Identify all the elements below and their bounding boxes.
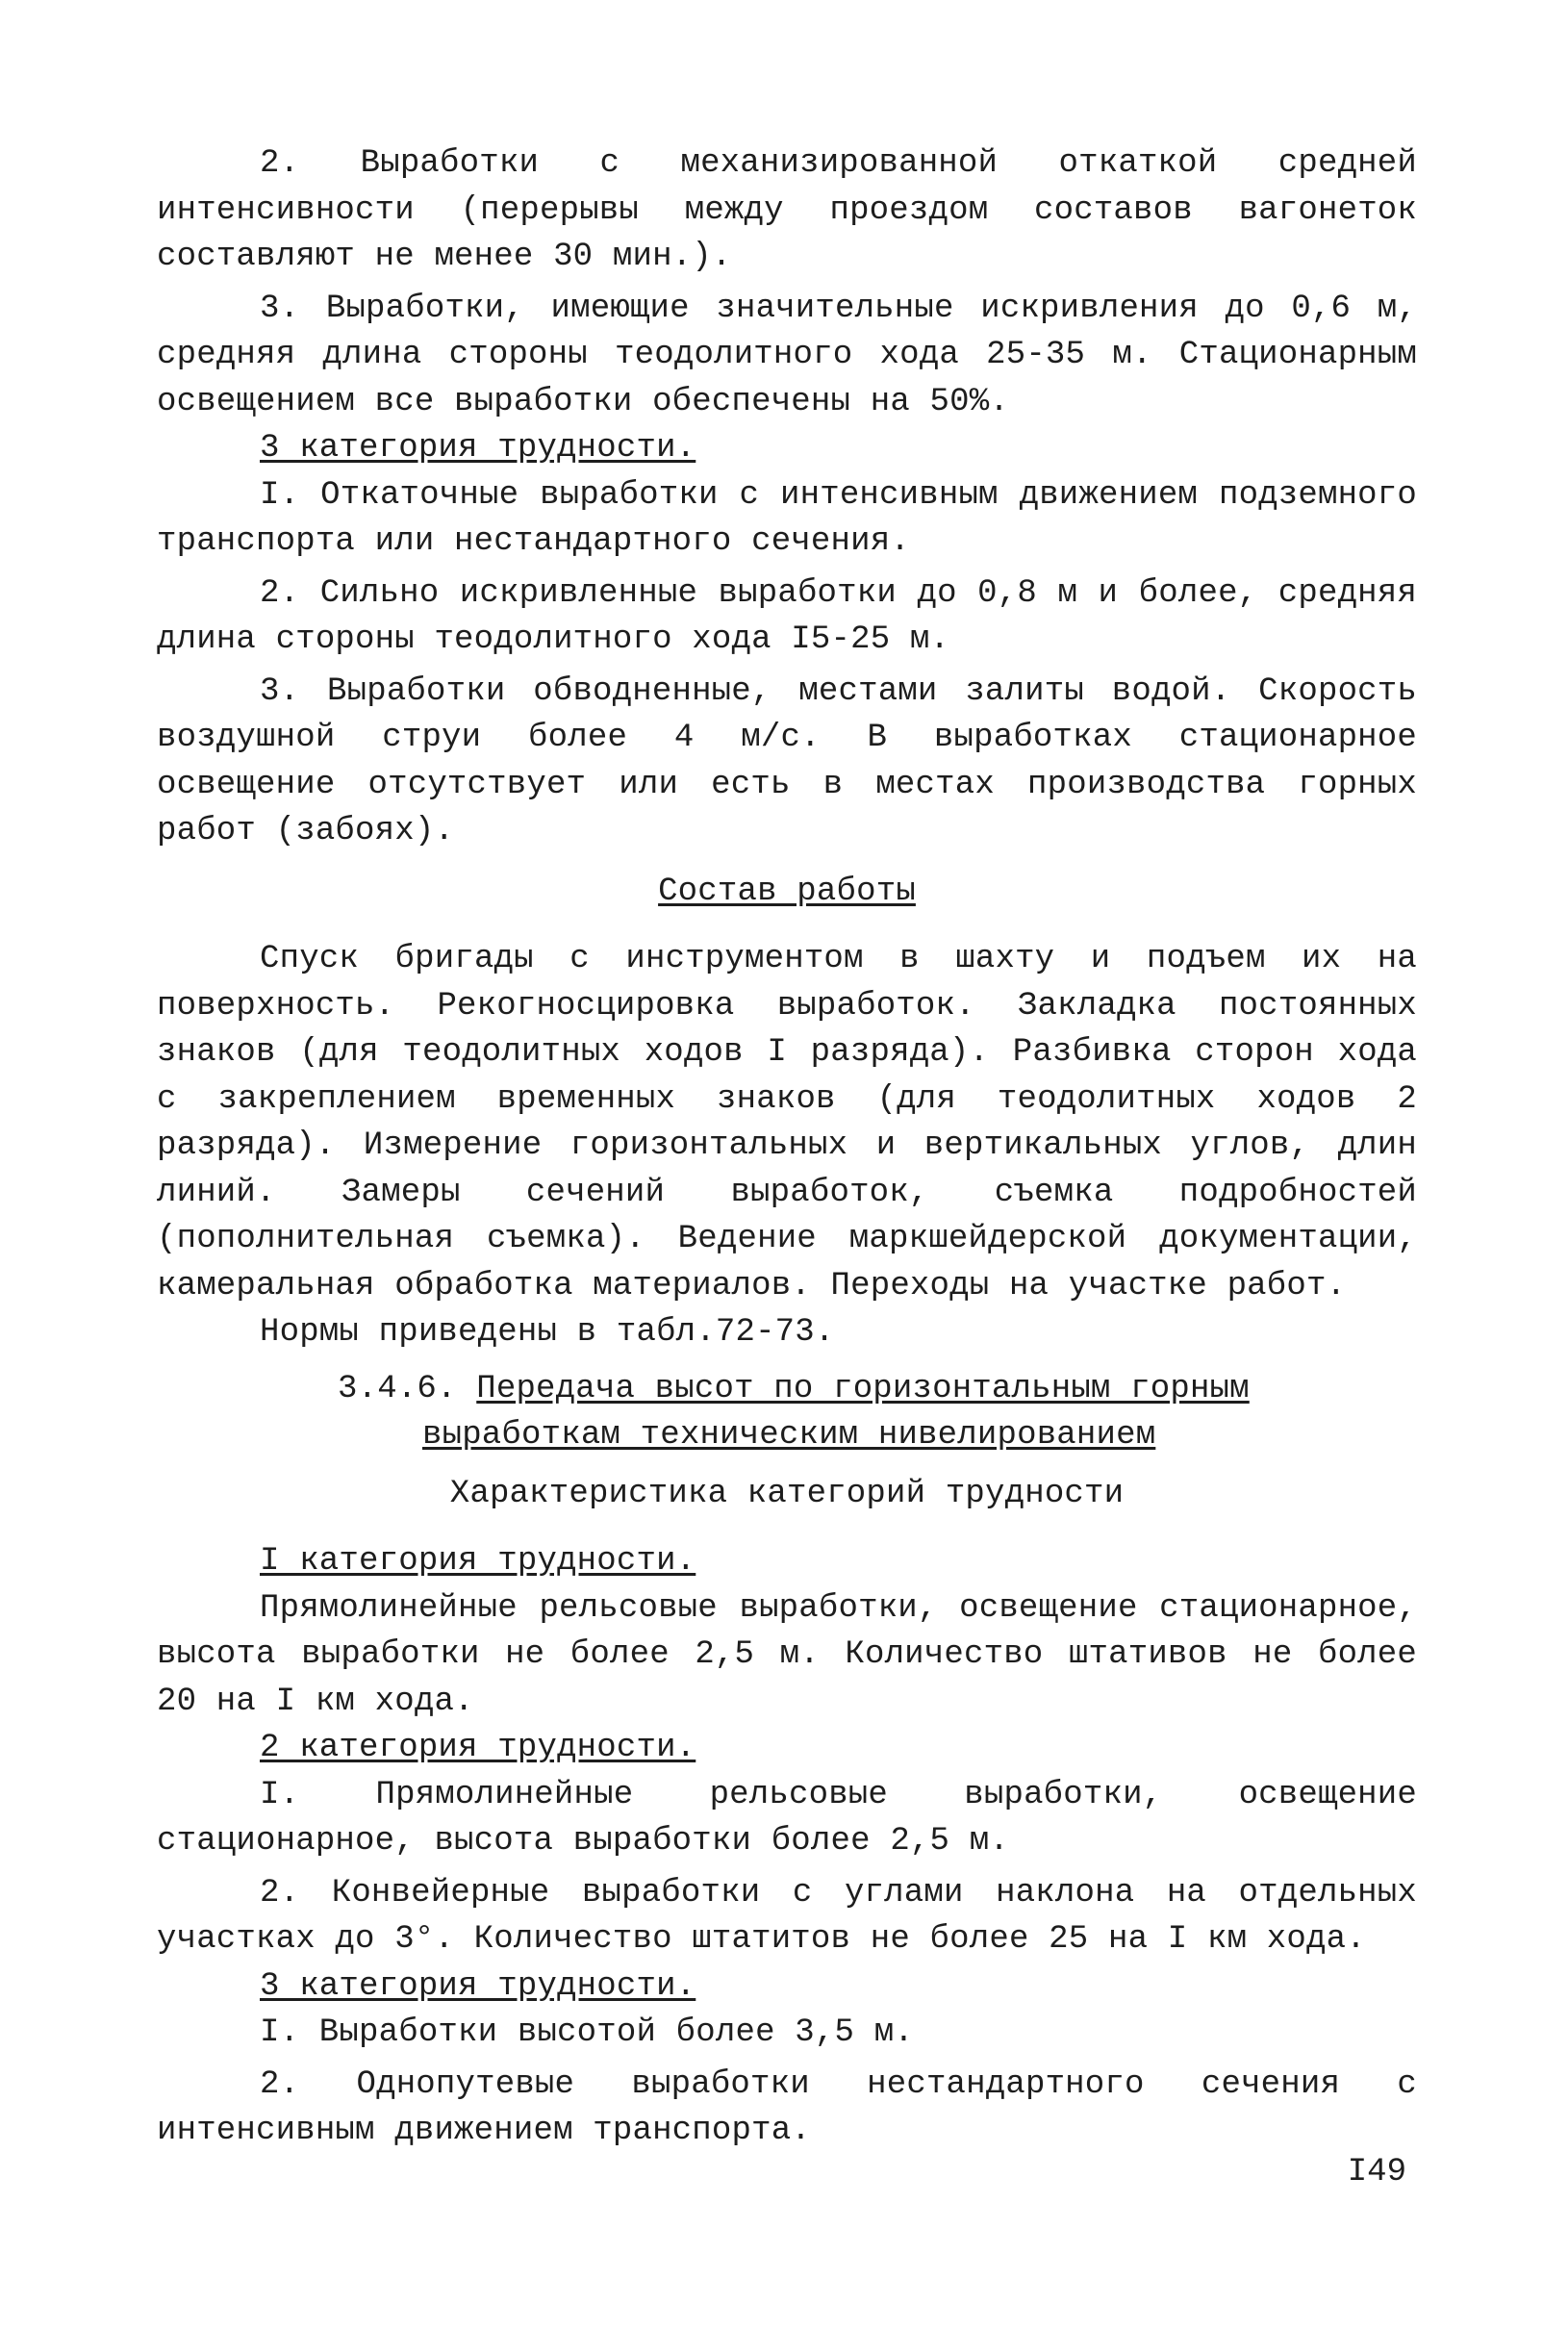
paragraph-straight-rail-height: I. Прямолинейные рельсовые выработки, освещение стационарное, высота выработки более 2,5 м. (157, 1776, 1417, 1860)
subsection-title-line-1: Передача высот по горизонтальным горным (476, 1370, 1250, 1407)
paragraph-workings-medium-intensity: 2. Выработки с механизированной откаткой средней интенсивности (перерывы между проездом составов вагонеток составляют не менее 30 мин.). (157, 145, 1417, 275)
category-3-heading (157, 425, 1417, 472)
section-title (157, 869, 1417, 916)
paragraph-single-track-workings: 2. Однопутевые выработки нестандартного сечения с интенсивным движением транспорта. (157, 2065, 1417, 2149)
page-number: I49 (1347, 2154, 1406, 2191)
category-2-label: 2 категория трудности. (260, 1730, 696, 1766)
category-1-heading (157, 1538, 1417, 1585)
category-1-label: I категория трудности. (260, 1543, 696, 1580)
subsection-heading (157, 1366, 1417, 1459)
paragraph-high-workings: I. Выработки высотой более 3,5 м. (260, 2014, 914, 2051)
paragraph-workings-curvature: 3. Выработки, имеющие значительные искривления до 0,6 м, средняя длина стороны теодолитного хода 25-35 м. Стационарным освещением все выработки обеспечены на 50%. (157, 290, 1417, 420)
section-title-text: Состав работы (658, 873, 916, 910)
subsection-title-line-2: выработкам техническим нивелированием (422, 1417, 1156, 1454)
paragraph-flooded-workings: 3. Выработки обводненные, местами залиты водой. Скорость воздушной струи более 4 м/с. В выработках стационарное освещение отсутствует или есть в местах производства горных работ (забоях). (157, 672, 1417, 849)
category-2-heading (157, 1725, 1417, 1772)
subsection-number: 3.4.6. (338, 1370, 457, 1407)
paragraph-norms-reference: Нормы приведены в табл.72-73. (260, 1314, 835, 1351)
paragraph-conveyor-workings: 2. Конвейерные выработки с углами наклона на отдельных участках до 3°. Количество штатитов не более 25 на I км хода. (157, 1874, 1417, 1958)
difficulty-characteristics-title: Характеристика категорий трудности (449, 1475, 1125, 1512)
category-3-label: 3 категория трудности. (260, 430, 696, 467)
paragraph-straight-rail-workings: Прямолинейные рельсовые выработки, освещение стационарное, высота выработки не более 2,5 м. Количество штативов не более 20 на I км хода. (157, 1589, 1417, 1720)
category-3-label-second: 3 категория трудности. (260, 1967, 696, 2005)
paragraph-haulage-workings: I. Откаточные выработки с интенсивным движением подземного транспорта или нестандартного сечения. (157, 476, 1417, 560)
text-column (157, 140, 1417, 2155)
category-3-heading-second (157, 1963, 1417, 2011)
paragraph-strongly-curved: 2. Сильно искривленные выработки до 0,8 м и более, средняя длина стороны теодолитного хода I5-25 м. (157, 574, 1417, 658)
paragraph-work-composition: Спуск бригады с инструментом в шахту и подъем их на поверхность. Рекогносцировка выработок. Закладка постоянных знаков (для теодолитных ходов I разряда). Разбивка сторон хода с закреплением временных знаков (для теодолитных ходов 2 разряда). Измерение горизонтальных и вертикальных углов, длин линий. Замеры сечений выработок, съемка подробностей (пополнительная съемка). Ведение маркшейдерской документации, камеральная обработка материалов. Переходы на участке работ. (157, 941, 1417, 1304)
